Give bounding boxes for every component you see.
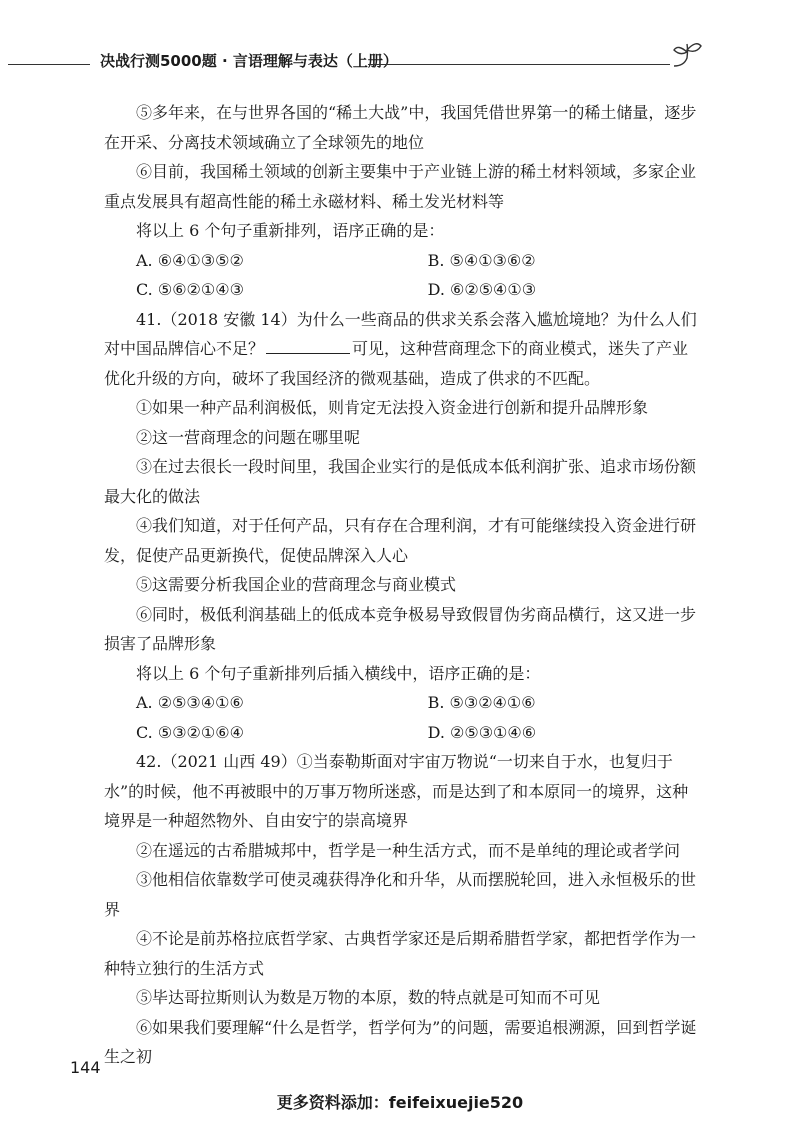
q41-option-b[interactable]: B. ⑤③②④①⑥ bbox=[427, 693, 536, 712]
q40-sentence-5: ⑤多年来，在与世界各国的“稀土大战”中，我国凭借世界第一的稀土储量，逐步在开采、分离技术领域确立了全球领先的地位 bbox=[104, 103, 697, 152]
q42-sentence-6: ⑥如果我们要理解“什么是哲学，哲学何为”的问题，需要追根溯源，回到哲学诞生之初 bbox=[104, 1017, 697, 1066]
q40-option-b[interactable]: B. ⑤④①③⑥② bbox=[427, 250, 536, 270]
footer-note: 更多资料添加：feifeixuejie520 bbox=[276, 1093, 524, 1112]
page-content bbox=[104, 98, 700, 1072]
q40-option-a[interactable]: A. ⑥④①③⑤② bbox=[136, 250, 244, 270]
q41-sentence-5: ⑤这需要分析我国企业的营商理念与商业模式 bbox=[136, 575, 457, 594]
q41-option-c[interactable]: C. ⑤③②①⑥④ bbox=[136, 722, 244, 742]
running-header bbox=[0, 48, 800, 78]
page-number: 144 bbox=[70, 1058, 101, 1077]
q40-options-row-2 bbox=[104, 275, 700, 305]
q41-stem bbox=[104, 305, 700, 394]
q41-option-d[interactable]: D. ②⑤③①④⑥ bbox=[427, 722, 537, 742]
header-rule-right bbox=[368, 64, 670, 65]
q42-sentence-5: ⑤毕达哥拉斯则认为数是万物的本原，数的特点就是可知而不可见 bbox=[136, 988, 601, 1007]
q42-sentence-4: ④不论是前苏格拉底哲学家、古典哲学家还是后期希腊哲学家，都把哲学作为一种特立独行的生活方式 bbox=[104, 929, 697, 978]
sprout-icon bbox=[670, 40, 704, 70]
q41-options-row-1 bbox=[104, 688, 700, 718]
q40-sentence-6: ⑥目前，我国稀土领域的创新主要集中于产业链上游的稀土材料领域，多家企业重点发展具有超高性能的稀土永磁材料、稀土发光材料等 bbox=[104, 162, 697, 211]
q41-option-a[interactable]: A. ②⑤③④①⑥ bbox=[136, 693, 244, 712]
q42-sentence-2: ②在遥远的古希腊城邦中，哲学是一种生活方式，而不是单纯的理论或者学问 bbox=[136, 840, 681, 860]
q41-options-row-2 bbox=[104, 718, 700, 748]
q41-answer-blank[interactable] bbox=[266, 337, 350, 354]
q41-stem-before-blank: 41.（2018 安徽 14）为什么一些商品的供求关系会落入尴尬境地？为什么人们对中国品牌信心不足？ bbox=[104, 309, 697, 358]
q41-instruction: 将以上 6 个句子重新排列后插入横线中，语序正确的是： bbox=[136, 663, 541, 683]
q41-sentence-2: ②这一营商理念的问题在哪里呢 bbox=[136, 427, 361, 447]
q40-options-row-1 bbox=[104, 246, 700, 276]
q41-sentence-1: ①如果一种产品利润极低，则肯定无法投入资金进行创新和提升品牌形象 bbox=[136, 398, 649, 417]
q41-sentence-4: ④我们知道，对于任何产品，只有存在合理利润，才有可能继续投入资金进行研发，促使产品更新换代，促使品牌深入人心 bbox=[104, 516, 697, 565]
q40-option-d[interactable]: D. ⑥②⑤④①③ bbox=[427, 280, 537, 299]
q40-instruction: 将以上 6 个句子重新排列，语序正确的是： bbox=[136, 221, 445, 240]
q42-stem: 42.（2021 山西 49）①当泰勒斯面对宇宙万物说“一切来自于水，也复归于水”的时候，他不再被眼中的万事万物所迷惑，而是达到了和本原同一的境界，这种境界是一种超然物外、自由安宁的崇高境界 bbox=[104, 752, 689, 830]
q41-sentence-3: ③在过去很长一段时间里，我国企业实行的是低成本低利润扩张、追求市场份额最大化的做法 bbox=[104, 457, 697, 506]
header-rule-left bbox=[8, 64, 90, 65]
q42-sentence-3: ③他相信依靠数学可使灵魂获得净化和升华，从而摆脱轮回，进入永恒极乐的世界 bbox=[104, 870, 697, 919]
q41-sentence-6: ⑥同时，极低利润基础上的低成本竞争极易导致假冒伪劣商品横行，这又进一步损害了品牌形象 bbox=[104, 604, 697, 653]
book-title: 决战行测5000题 · 言语理解与表达（上册） bbox=[100, 52, 398, 70]
q41-stem-after-blank: 可见，这种营商理念下的商业模式，迷失了产业优化升级的方向，破坏了我国经济的微观基础，造成了供求的不匹配。 bbox=[104, 339, 689, 388]
q40-option-c[interactable]: C. ⑤⑥②①④③ bbox=[136, 280, 244, 299]
